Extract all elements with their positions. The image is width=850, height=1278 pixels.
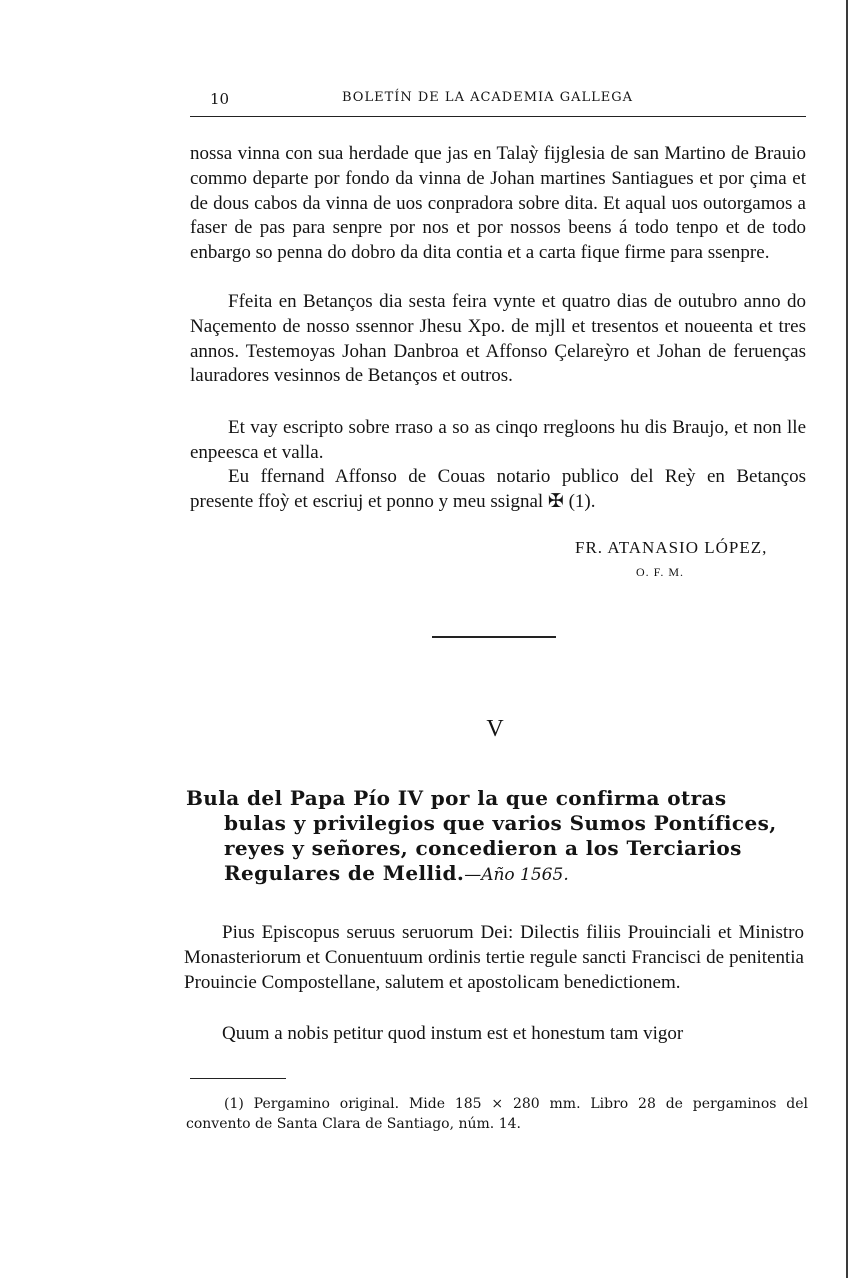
section-separator [432, 636, 556, 638]
section-title-line-2: bulas y privilegios que varios Sumos Pontífices, [224, 811, 777, 835]
bull-paragraph-1: Pius Episcopus seruus seruorum Dei: Dilectis filiis Prouinciali et Ministro Monasteriorum et Conuentuum ordinis tertie regule sancti Francisci de penitentia Prouincie Compostellane, salutem et apostolicam benedictionem. [184, 922, 804, 993]
page-header [190, 90, 806, 114]
charter-paragraph-4 [190, 465, 806, 515]
section-title-line-3: reyes y señores, concedieron a los Terciarios [224, 836, 742, 860]
notary-statement: Eu ffernand Affonso de Couas notario publico del Reỳ en Betanços presente ffoỳ et escriuj et ponno y meu ssignal [190, 466, 806, 512]
charter-paragraph-2: Ffeita en Betanços dia sesta feira vynte et quatro dias de outubro anno do Naçemento de nosso ssennor Jhesu Xpo. de mjll et tresentos et noueenta et tres annos. Testemoyas Johan Danbroa et Affonso Çelareỳro et Johan de feruenças lauradores vesinnos de Betanços et outros. [190, 291, 806, 387]
notary-sign-icon: ✠ [547, 490, 564, 512]
footnote: (1) Pergamino original. Mide 185 × 280 mm. Libro 28 de pergaminos del convento de Santa Clara de Santiago, núm. 14. [186, 1096, 808, 1132]
page-number: 10 [210, 90, 230, 108]
section-year: —Año 1565. [464, 865, 569, 885]
section-title [186, 786, 806, 888]
charter-paragraph-3: Et vay escripto sobre rraso a so as cinqo rregloons hu dis Braujo, et non lle enpeesca et valla. [190, 417, 806, 463]
header-rule [190, 116, 806, 117]
charter-paragraph-1: nossa vinna con sua herdade que jas en Talaỳ fijglesia de san Martino de Brauio commo departe por fondo da vinna de Johan martines Santiagues et por çima et de dous cabos da vinna de uos conpradora sobre dita. Et aqual uos outorgamos a faser de pas para senpre por nos et por nossos beens á todo tenpo et de todo enbargo so penna do dobro da dita contia et a carta fique firme para ssenpre. [190, 143, 806, 264]
author-order: O. F. M. [636, 565, 685, 579]
section-title-line-4 [186, 861, 806, 888]
author-signature: FR. ATANASIO LÓPEZ, [575, 538, 768, 557]
footnote-rule [190, 1078, 286, 1079]
footnote-reference: (1). [568, 490, 596, 512]
section-title-line-4-text: Regulares de Mellid. [224, 861, 465, 885]
section-number: V [486, 716, 504, 742]
section-title-line-1: Bula del Papa Pío IV por la que confirma otras [186, 786, 727, 810]
running-title: BOLETÍN DE LA ACADEMIA GALLEGA [342, 90, 633, 105]
page-edge [846, 0, 848, 1278]
bull-paragraph-2: Quum a nobis petitur quod instum est et honestum tam vigor [222, 1023, 684, 1044]
